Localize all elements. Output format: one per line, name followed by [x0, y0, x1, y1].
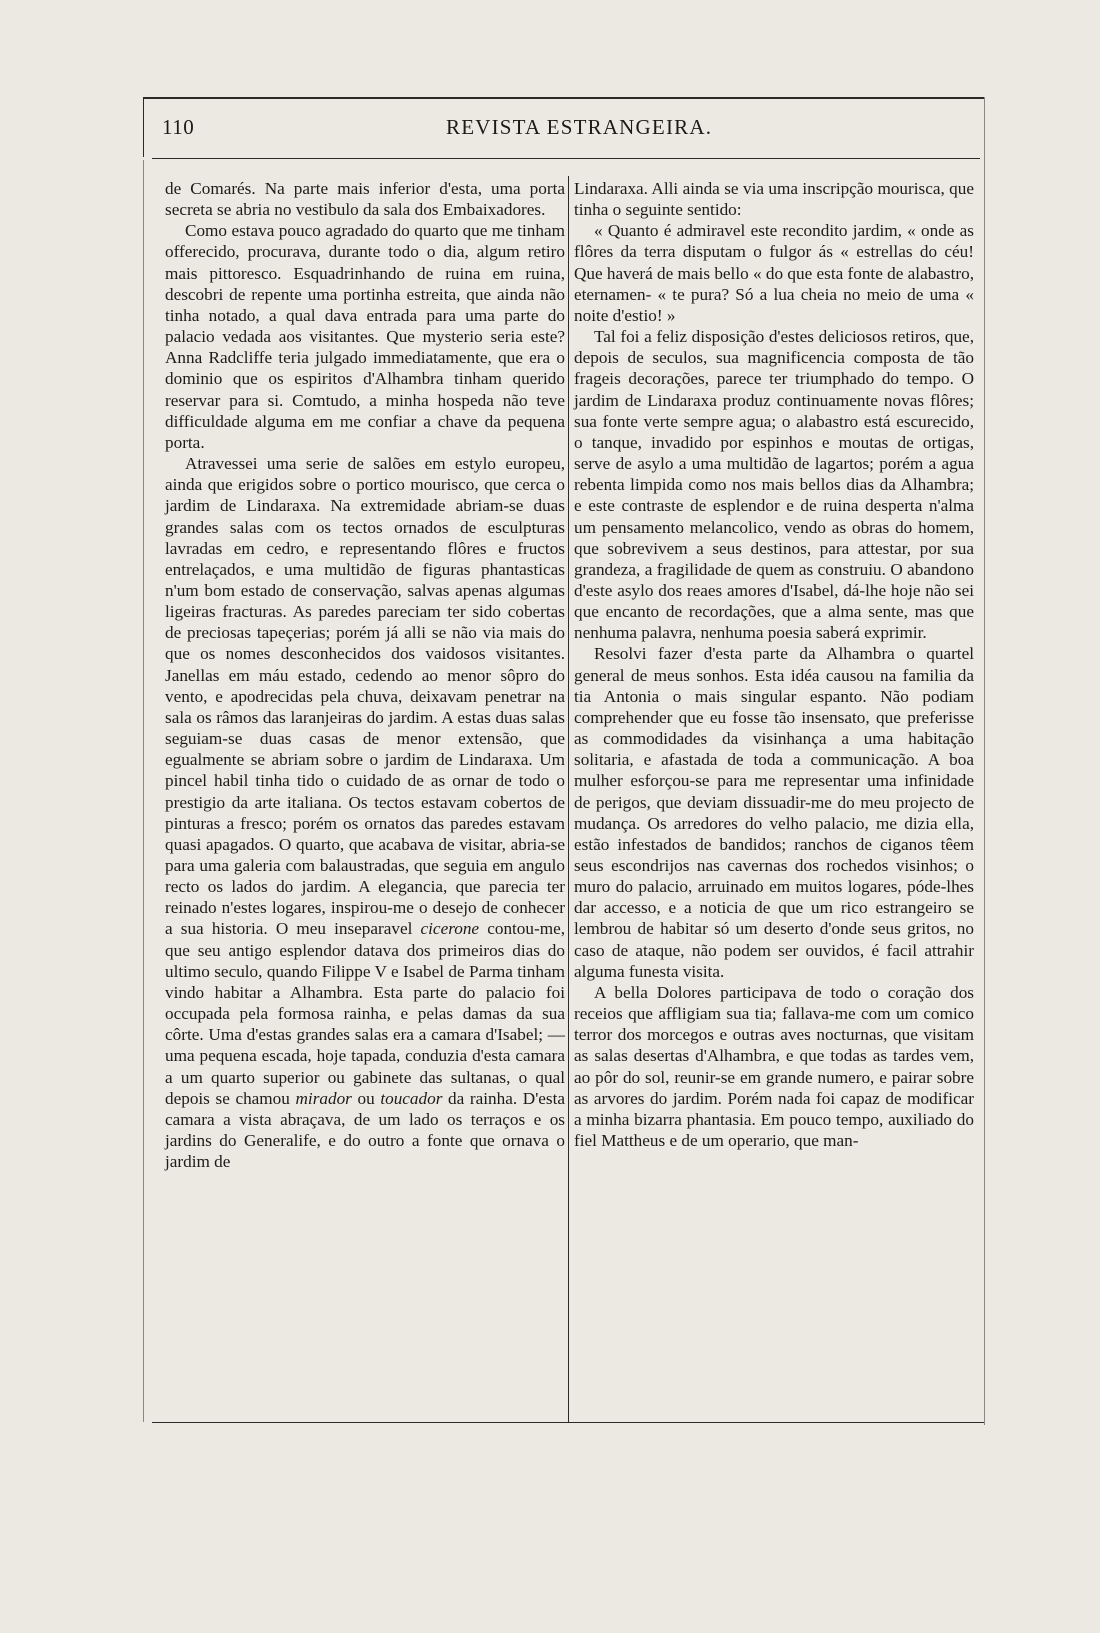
paragraph: Tal foi a feliz disposição d'estes deliciosos retiros, que, depois de seculos, sua magnificencia composta de tão frageis decorações, parece ter triumphado do tempo. O jardim de Lindaraxa produz continuamente novas flôres; sua fonte verte sempre agua; o alabastro está escurecido, o tanque, invadido por espinhos e moutas de ortigas, serve de asylo a uma multidão de lagartos; porém a agua rebenta limpida como nos mais bellos dias da Alhambra; e este contraste de esplendor e de ruina desperta n'alma um pensamento melancolico, vendo as obras do homem, que sobrevivem a seus destinos, para attestar, por sua grandeza, a fragilidade de quem as construiu. O abandono d'este asylo dos reaes amores d'Isabel, dá-lhe hoje não sei que encanto de recordações, que a alma sente, mas que nenhuma palavra, nenhuma poesia saberá exprimir. [574, 327, 974, 643]
left-border-rule [143, 97, 144, 157]
paragraph-text: ou [357, 1088, 375, 1108]
italic-word: mirador [295, 1088, 352, 1108]
inscription-quote: « Quanto é admiravel este recondito jardim, « onde as flôres da terra disputam o fulgor ás « estrellas do céu! Que haverá de mais bello « do que esta fonte de alabastro, eternamen- « te pura? Só a lua cheia no meio de uma « noite d'estio! » [574, 221, 974, 325]
right-border-rule [984, 97, 985, 1425]
top-border-rule [143, 97, 985, 99]
paragraph: de Comarés. Na parte mais inferior d'esta, uma porta secreta se abria no vestibulo da sala dos Embaixadores. [165, 179, 565, 220]
paragraph-text: Atravessei uma serie de salões em estylo europeu, ainda que erigidos sobre o portico mourisco, que cerca o jardim de Lindaraxa. Na extremidade abriam-se duas grandes salas com os tectos ornados de esculpturas lavradas em cedro, e representando flôres e fructos entrelaçados, e uma multidão de figuras phantasticas n'um bom estado de conservação, salvas apenas algumas ligeiras fracturas. As paredes pareciam ter sido cobertas de preciosas tapeçerias; porém já alli se não via mais do que os nomes desconhecidos dos vaidosos visitantes. Janellas em máu estado, cedendo ao menor sôpro do vento, e apodrecidas pela chuva, deixavam penetrar na sala os râmos das laranjeiras do jardim. A estas duas salas seguiam-se duas casas de menor extensão, que egualmente se abriam sobre o jardim de Lindaraxa. Um pincel habil tinha tido o cuidado de as ornar de todo o prestigio da arte italiana. Os tectos estavam cobertos de pinturas a fresco; porém os ornatos das paredes estavam quasi apagados. O quarto, que acabava de visitar, abria-se para uma galeria com balaustradas, que seguia em angulo recto os lados do jardim. A elegancia, que parecia ter reinado n'estes logares, inspirou-me o desejo de conhecer a sua historia. O meu inseparavel [165, 454, 565, 939]
italic-word: toucador [380, 1088, 443, 1108]
paragraph: Resolvi fazer d'esta parte da Alhambra o quartel general de meus sonhos. Esta idéa causou na familia da tia Antonia o mais singular espanto. Não podiam comprehender que eu fosse tão insensato, que preferisse as commodidades da visinhança a uma habitação solitaria, e afastada de toda a communicação. A boa mulher esforçou-se para me representar uma infinidade de perigos, que deviam dissuadir-me do meu projecto de mudança. Os arredores do velho palacio, me dizia ella, estão infestados de bandidos; ranchos de ciganos têem seus escondrijos nas cavernas dos rochedos visinhos; o muro do palacio, arruinado em muitos logares, póde-lhes dar accesso, e a noticia de que um rico estrangeiro se lembrou de habitar só um deserto d'onde seus gritos, no caso de ataque, não podem ser ouvidos, é facil attrahir alguma funesta visita. [574, 644, 974, 981]
header-rule [152, 158, 980, 159]
paragraph: A bella Dolores participava de todo o coração dos receios que affligiam sua tia; fallava-me com um comico terror dos morcegos e outras aves nocturnas, que visitam as salas desertas d'Alhambra, e que todas as tardes vem, ao pôr do sol, reunir-se em grande numero, e pairar sobre as arvores do jardim. Porém nada foi capaz de modificar a minha bizarra phantasia. Em pouco tempo, auxiliado do fiel Mattheus e de um operario, que man- [574, 982, 974, 1151]
left-text-column [165, 178, 565, 1172]
paragraph: Lindaraxa. Alli ainda se via uma inscripção mourisca, que tinha o seguinte sentido: [574, 179, 974, 220]
page-number: 110 [162, 115, 195, 139]
paragraph: Como estava pouco agradado do quarto que me tinham offerecido, procurava, durante todo o dia, algum retiro mais pittoresco. Esquadrinhando de ruina em ruina, descobri de repente uma portinha estreita, que ainda não tinha notado, a qual dava entrada para uma parte do palacio vedada aos visitantes. Que mysterio seria este? Anna Radcliffe teria julgado immediatamente, que era o dominio que os espiritos d'Alhambra tinham querido reservar para si. Comtudo, a minha hospeda não teve difficuldade alguma em me confiar a chave da pequena porta. [165, 221, 565, 452]
italic-word: cicerone [420, 919, 480, 939]
bottom-rule [152, 1422, 984, 1423]
paragraph-text: da rainha. D'esta camara a vista abraçava, de um lado os terraços e os jardins do Generalife, e do outro a fonte que ornava o jardim de [165, 1088, 566, 1172]
right-text-column [574, 178, 974, 1151]
paragraph-text: contou-me, que seu antigo esplendor datava dos primeiros dias do ultimo seculo, quando Filippe V e Isabel de Parma tinham vindo habitar a Alhambra. Esta parte do palacio foi occupada pela formosa rainha, e pelas damas da sua côrte. Uma d'estas grandes salas era a camara d'Isabel; — uma pequena escada, hoje tapada, conduzia d'esta camara a um quarto superior ou gabinete das sultanas, o qual depois se chamou [165, 919, 566, 1108]
paragraph [165, 453, 565, 1172]
column-divider [568, 176, 569, 1422]
left-margin-rule [143, 160, 144, 1422]
running-title: REVISTA ESTRANGEIRA. [446, 115, 713, 139]
